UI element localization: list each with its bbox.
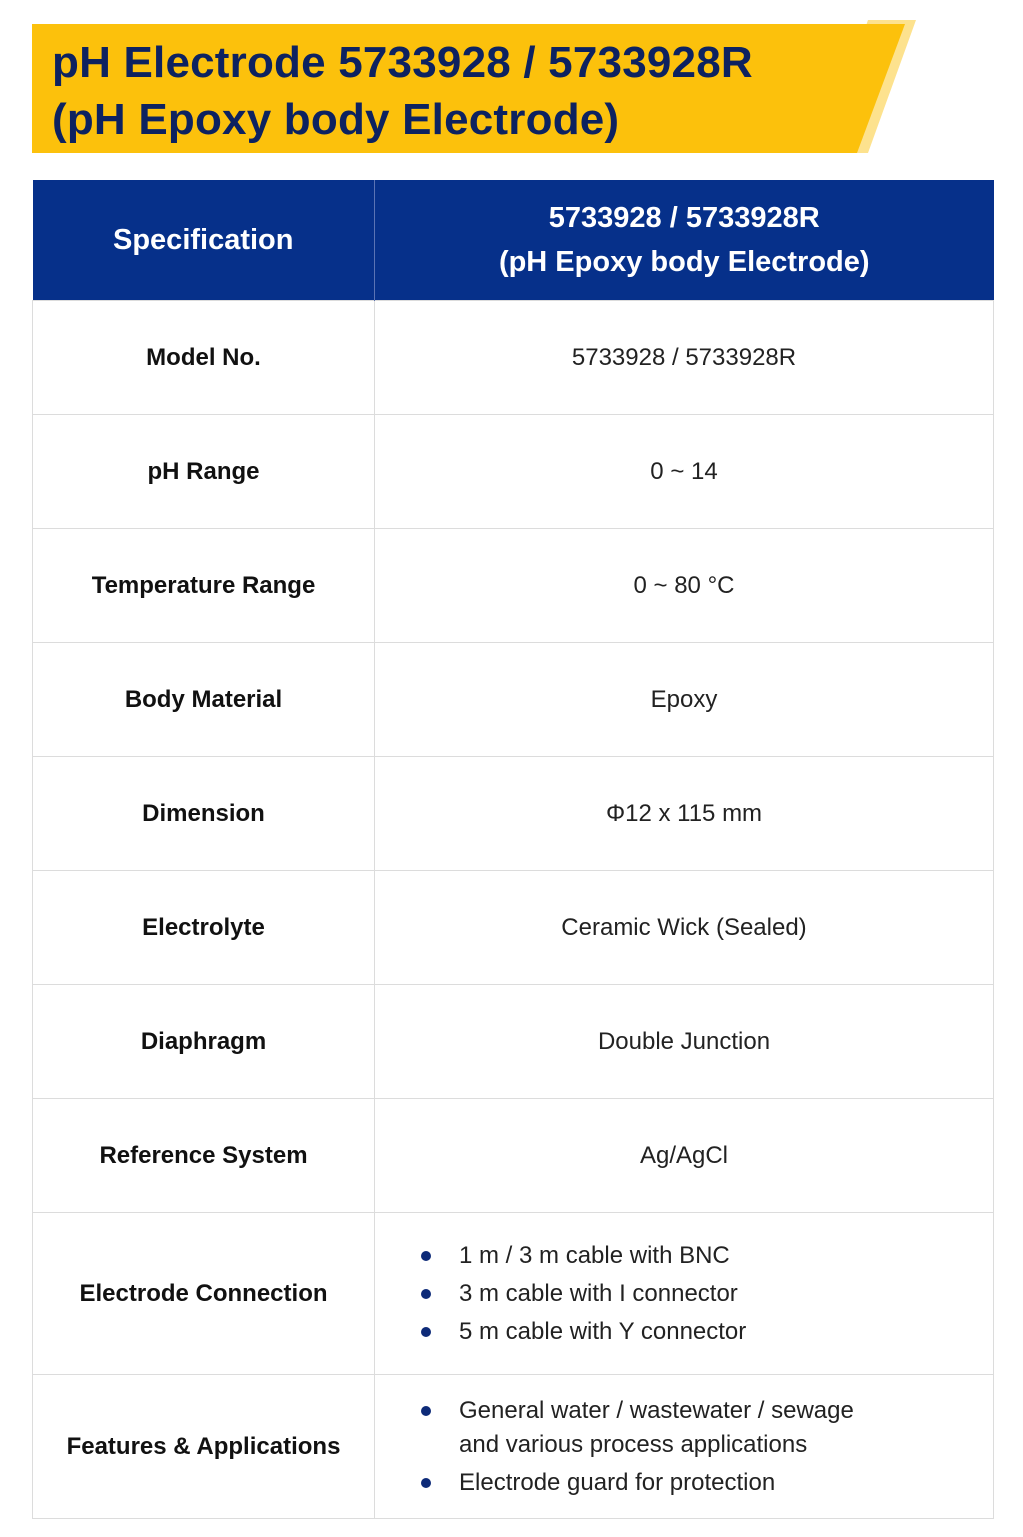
features-cell [375,1375,994,1519]
header-specification [33,180,375,301]
bullet-icon [421,1478,431,1488]
list-item-text: Electrode guard for protection [459,1468,776,1496]
row-value: Double Junction [375,985,994,1099]
features-list [375,1394,993,1500]
row-label: Dimension [33,757,375,871]
header-specification-label: Specification [113,224,294,256]
table-row [33,301,994,415]
table-row [33,415,994,529]
list-item-text: 5 m cable with Y connector [459,1317,747,1345]
row-value: Ag/AgCl [375,1099,994,1213]
row-label: Temperature Range [33,529,375,643]
row-label: Electrolyte [33,871,375,985]
list-item-text: 1 m / 3 m cable with BNC [459,1241,730,1269]
page-title [52,34,753,148]
row-label: Reference System [33,1099,375,1213]
list-item-text-line-1: General water / wastewater / sewage [459,1396,854,1424]
page-title-line-2: (pH Epoxy body Electrode) [52,95,620,144]
connection-options-list [375,1239,993,1349]
bullet-icon [421,1406,431,1416]
row-value: Epoxy [375,643,994,757]
list-item [419,1277,993,1311]
table-row-features-applications [33,1375,994,1519]
table-row [33,985,994,1099]
specification-table [32,180,994,1519]
bullet-icon [421,1327,431,1337]
table-row-electrode-connection [33,1213,994,1375]
row-value: Ceramic Wick (Sealed) [375,871,994,985]
header-model [375,180,994,301]
title-banner [0,0,1023,170]
list-item [419,1315,993,1349]
row-value: 0 ~ 14 [375,415,994,529]
row-label: Diaphragm [33,985,375,1099]
row-label: Electrode Connection [33,1213,375,1375]
row-value: Φ12 x 115 mm [375,757,994,871]
table-row [33,871,994,985]
list-item-text-line-2: and various process applications [459,1430,808,1458]
page-title-line-1: pH Electrode 5733928 / 5733928R [52,38,753,87]
list-item-text: 3 m cable with I connector [459,1279,738,1307]
row-label: Model No. [33,301,375,415]
connection-options-cell [375,1213,994,1375]
table-row [33,529,994,643]
row-label: pH Range [33,415,375,529]
list-item [419,1466,993,1500]
row-label: Features & Applications [33,1375,375,1519]
bullet-icon [421,1289,431,1299]
row-value: 0 ~ 80 °C [375,529,994,643]
table-row [33,1099,994,1213]
row-label: Body Material [33,643,375,757]
table-row [33,757,994,871]
row-value: 5733928 / 5733928R [375,301,994,415]
list-item [419,1394,993,1462]
table-header-row [33,180,994,301]
table-row [33,643,994,757]
bullet-icon [421,1251,431,1261]
header-model-line-1: 5733928 / 5733928R [548,202,820,234]
list-item [419,1239,993,1273]
header-model-line-2: (pH Epoxy body Electrode) [498,246,870,278]
